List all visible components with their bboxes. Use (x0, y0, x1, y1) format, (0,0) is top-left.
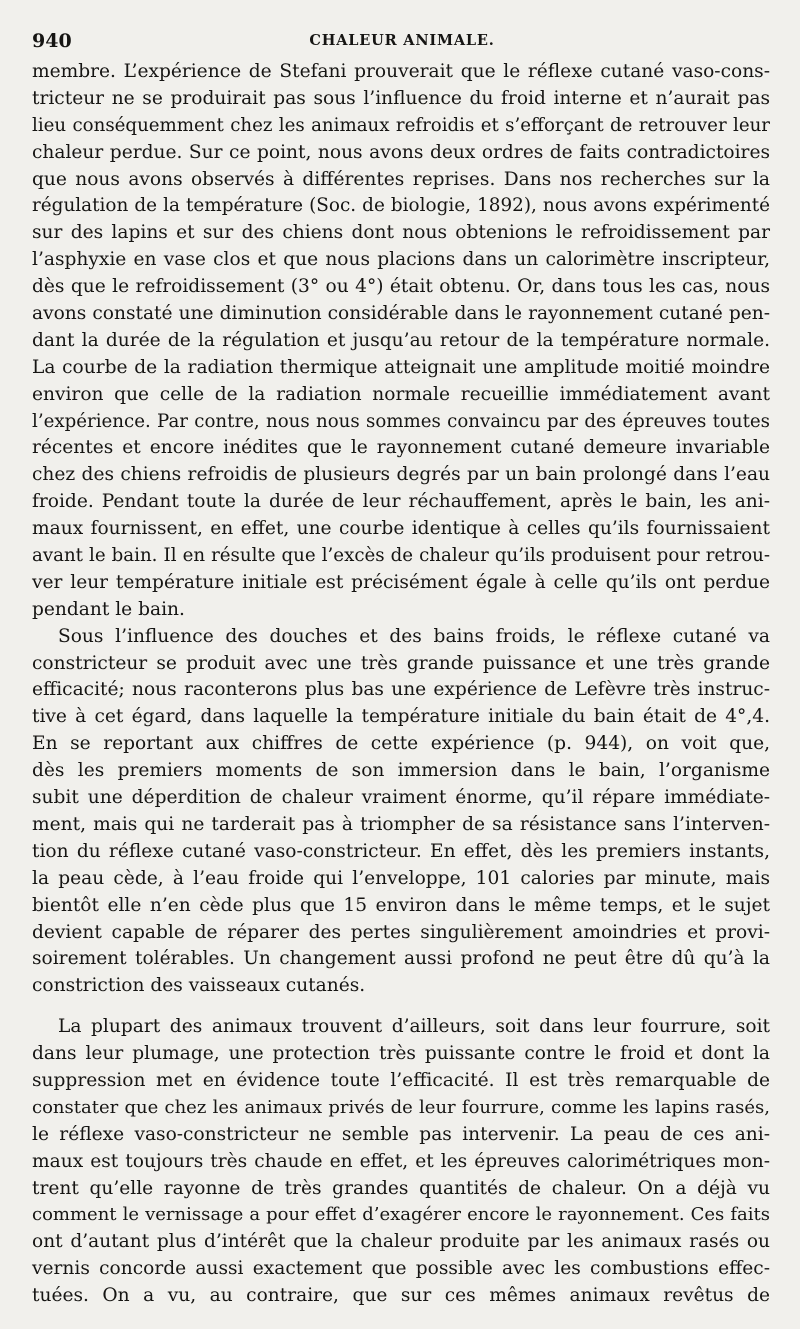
text-line: sur des lapins et sur des chiens dont nous obtenions le refroidissement par (32, 222, 770, 244)
text-line: environ que celle de la radiation normale recueillie immédiatement avant (32, 383, 770, 405)
text-line: tuées. On a vu, au contraire, que sur ces mêmes animaux revêtus de (32, 1285, 770, 1307)
text-line: vernis concorde aussi exactement que possible avec les combustions effec- (32, 1258, 770, 1280)
text-line: bientôt elle n’en cède plus que 15 environ dans le même temps, et le sujet (32, 894, 770, 916)
text-line: maux fournissent, en effet, une courbe identique à celles qu’ils fournissaient (32, 518, 770, 540)
text-line: avons constaté une diminution considérable dans le rayonnement cutané pen- (32, 303, 770, 325)
text-line: suppression met en évidence toute l’efficacité. Il est très remarquable de (32, 1069, 770, 1091)
text-line: régulation de la température (Soc. de biologie, 1892), nous avons expérimenté (32, 195, 770, 217)
text-line: tricteur ne se produirait pas sous l’influence du froid interne et n’aurait pas (32, 87, 770, 109)
text-line: ver leur température initiale est précisément égale à celle qu’ils ont perdue (32, 571, 770, 593)
page-header (32, 30, 772, 56)
text-line: membre. L’expérience de Stefani prouverait que le réflexe cutané vaso-cons- (32, 61, 770, 82)
text-line: récentes et encore inédites que le rayonnement cutané demeure invariable (32, 437, 770, 459)
text-line: soirement tolérables. Un changement aussi profond ne peut être dû qu’à la (32, 948, 770, 970)
text-line: constater que chez les animaux privés de leur fourrure, comme les lapins rasés, (32, 1096, 770, 1118)
paragraph-2 (32, 624, 770, 1000)
text-line: efficacité; nous raconterons plus bas une expérience de Lefèvre très instruc- (32, 679, 770, 701)
text-line: devient capable de réparer des pertes singulièrement amoindries et provi- (32, 921, 770, 943)
text-line: dant la durée de la régulation et jusqu’au retour de la température normale. (32, 329, 770, 351)
text-line: Sous l’influence des douches et des bains froids, le réflexe cutané va (58, 625, 770, 647)
text-line: comment le vernissage a pour effet d’exagérer encore le rayonnement. Ces faits (32, 1204, 770, 1226)
text-line: l’asphyxie en vase clos et que nous placions dans un calorimètre inscripteur, (32, 249, 770, 271)
text-line: la peau cède, à l’eau froide qui l’enveloppe, 101 calories par minute, mais (32, 867, 770, 889)
text-line: dans leur plumage, une protection très puissante contre le froid et dont la (32, 1043, 770, 1065)
text-line: constriction des vaisseaux cutanés. (32, 975, 366, 997)
text-line: tive à cet égard, dans laquelle la température initiale du bain était de 4°,4. (32, 706, 770, 728)
text-line: chaleur perdue. Sur ce point, nous avons deux ordres de faits contradictoires (32, 141, 770, 163)
text-line: constricteur se produit avec une très grande puissance et une très grande (32, 652, 770, 674)
text-line: subit une déperdition de chaleur vraiment énorme, qu’il répare immédiate- (32, 787, 770, 809)
running-title: CHALEUR ANIMALE. (309, 32, 495, 49)
text-line: trent qu’elle rayonne de très grandes quantités de chaleur. On a déjà vu (32, 1177, 770, 1199)
text-line: ont d’autant plus d’intérêt que la chaleur produite par les animaux rasés ou (32, 1231, 770, 1253)
text-line: froide. Pendant toute la durée de leur réchauffement, après le bain, les ani- (32, 491, 770, 513)
text-line: maux est toujours très chaude en effet, et les épreuves calorimétriques mon- (32, 1150, 770, 1172)
text-line: le réflexe vaso-constricteur ne semble pas intervenir. La peau de ces ani- (32, 1123, 770, 1145)
text-line: l’expérience. Par contre, nous nous sommes convaincu par des épreuves toutes (32, 410, 770, 432)
page-number: 940 (32, 30, 72, 52)
paragraph-gap (32, 1000, 770, 1014)
text-line: que nous avons observés à différentes reprises. Dans nos recherches sur la (32, 168, 770, 190)
text-line: dès que le refroidissement (3° ou 4°) était obtenu. Or, dans tous les cas, nous (32, 276, 770, 298)
text-line: ment, mais qui ne tarderait pas à triompher de sa résistance sans l’interven- (32, 813, 770, 835)
paragraph-3 (32, 1014, 770, 1310)
text-line: pendant le bain. (32, 598, 185, 620)
text-line: En se reportant aux chiffres de cette expérience (p. 944), on voit que, (32, 733, 770, 755)
body-text (32, 59, 770, 1310)
paragraph-1 (32, 59, 770, 624)
text-line: lieu conséquemment chez les animaux refroidis et s’efforçant de retrouver leur (32, 114, 770, 136)
text-line: dès les premiers moments de son immersion dans le bain, l’organisme (32, 760, 770, 782)
text-line: La plupart des animaux trouvent d’ailleurs, soit dans leur fourrure, soit (58, 1016, 770, 1038)
text-line: avant le bain. Il en résulte que l’excès de chaleur qu’ils produisent pour retrou- (32, 545, 770, 567)
text-line: chez des chiens refroidis de plusieurs degrés par un bain prolongé dans l’eau (32, 464, 770, 486)
text-line: tion du réflexe cutané vaso-constricteur. En effet, dès les premiers instants, (32, 840, 770, 862)
text-line: La courbe de la radiation thermique atteignait une amplitude moitié moindre (32, 356, 770, 378)
